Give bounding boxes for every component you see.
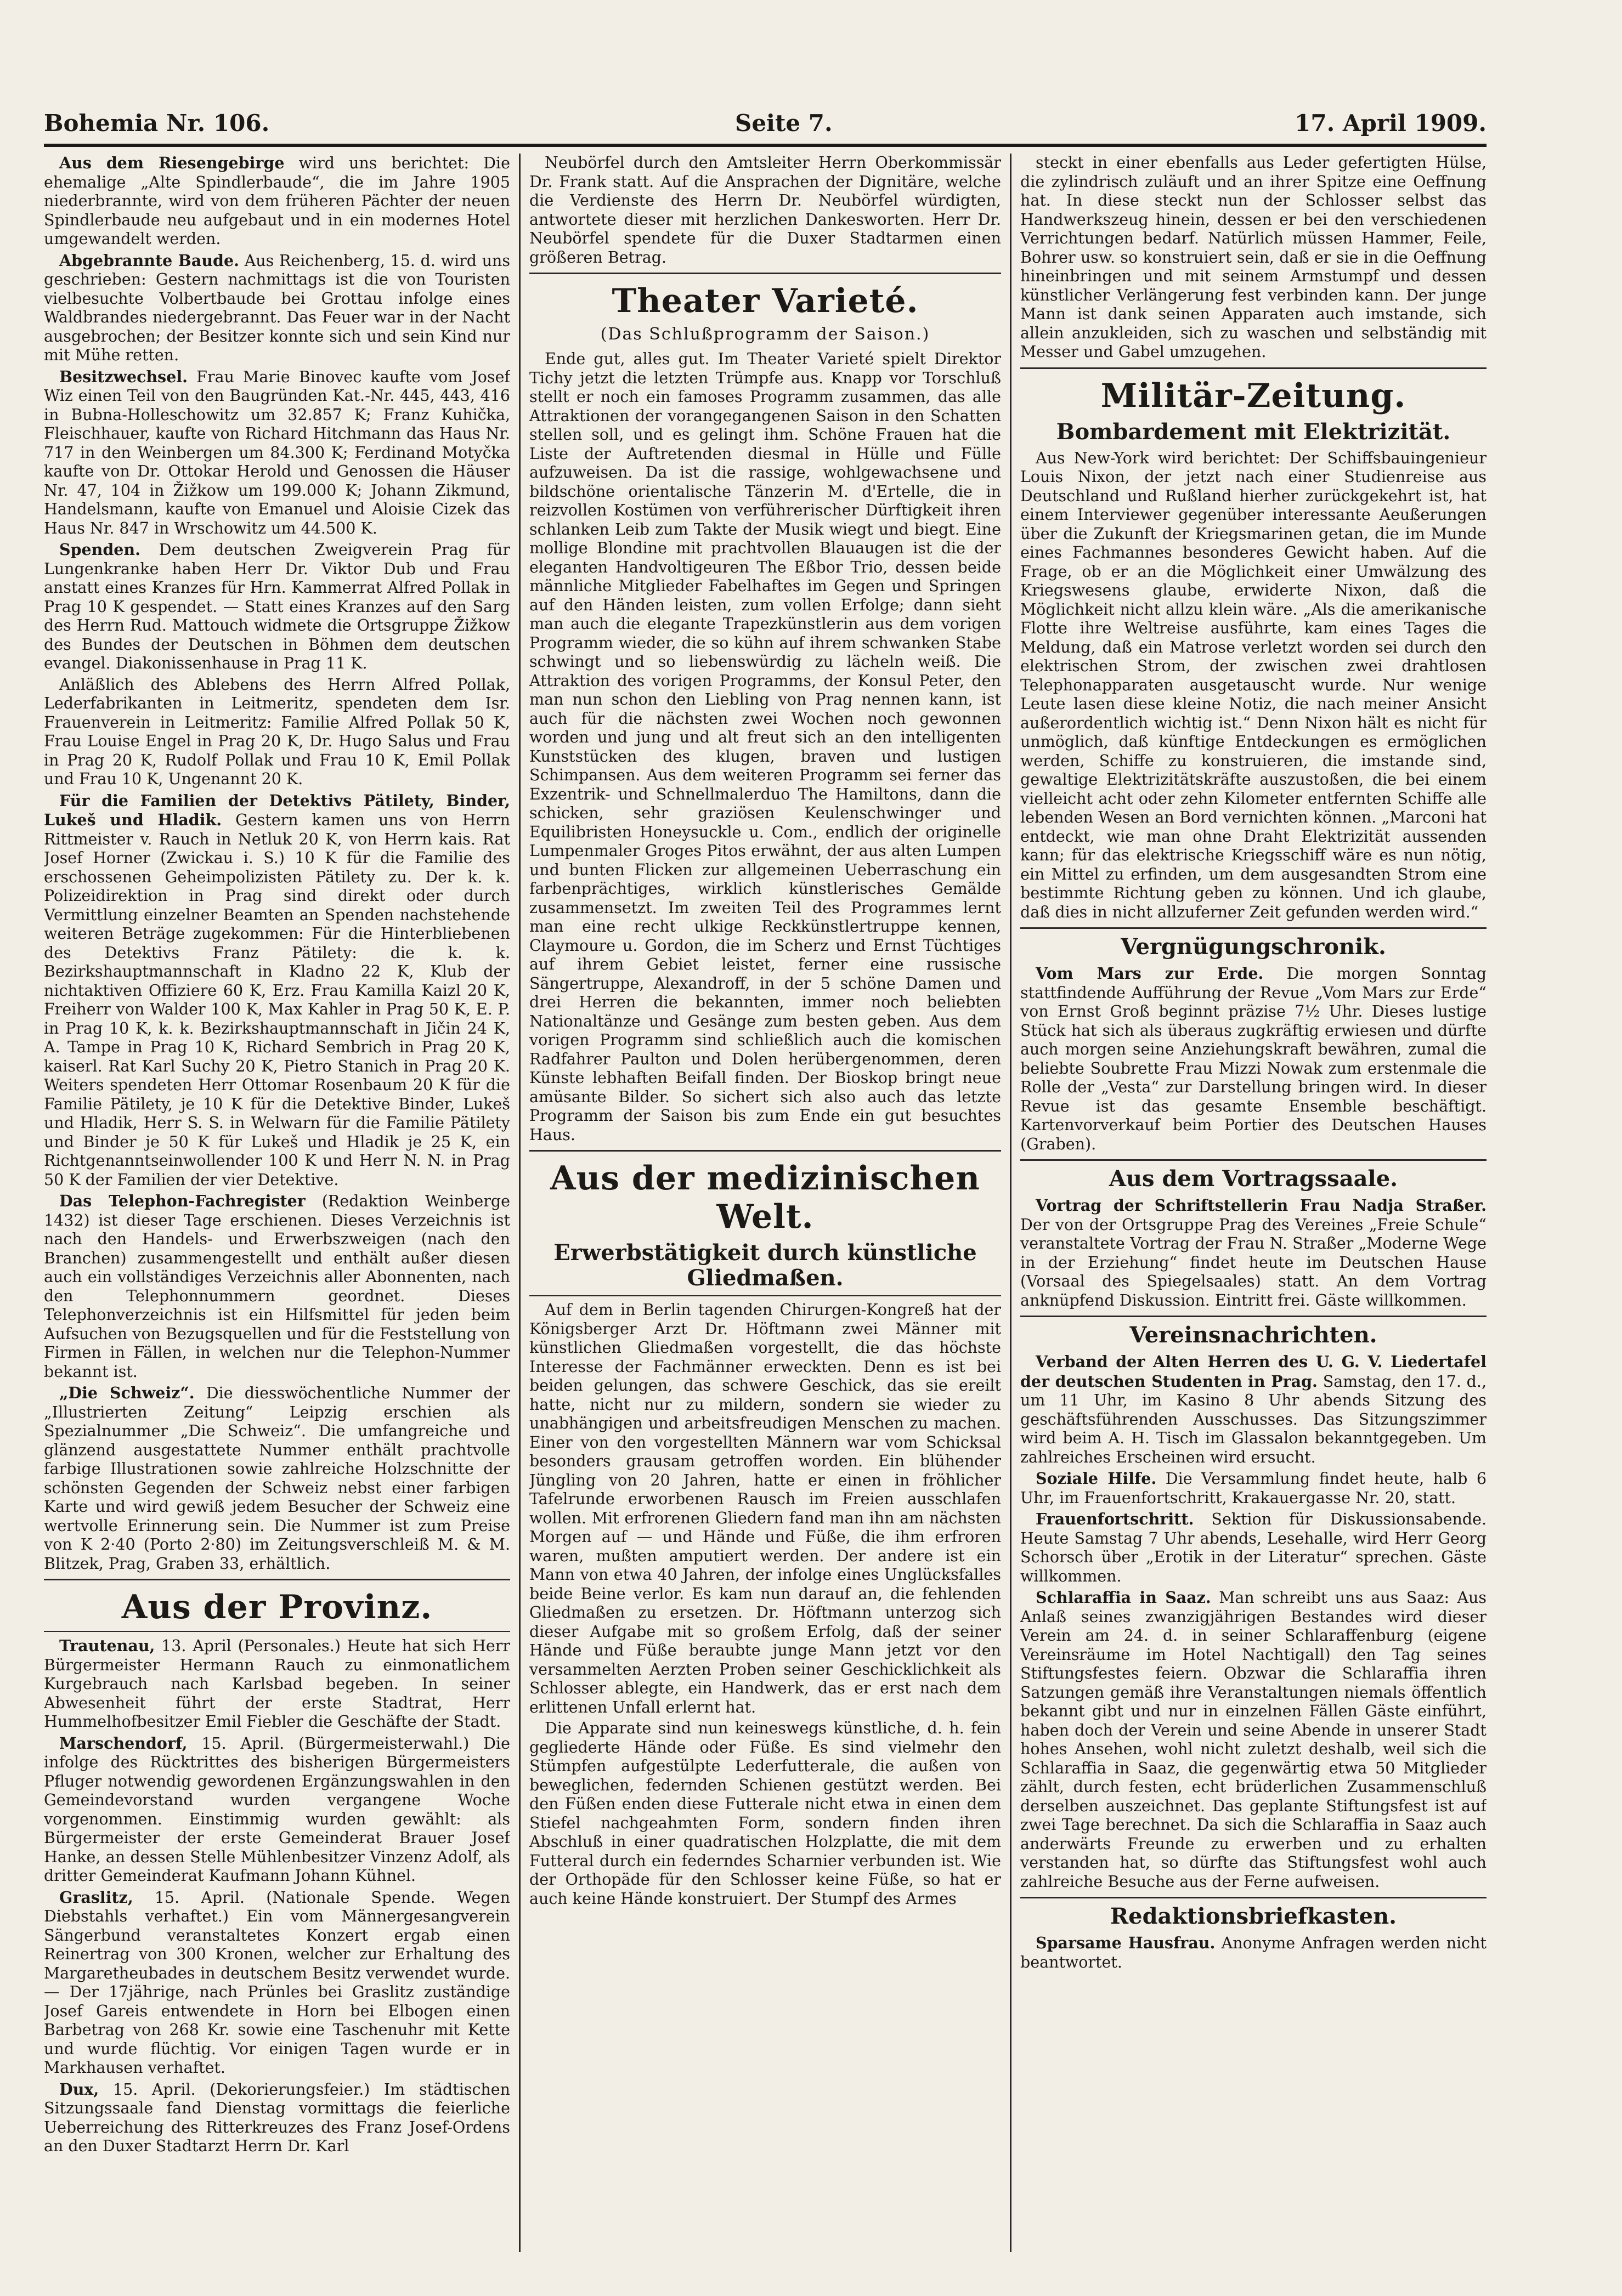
article-heading: Erwerbstätigkeit durch künstliche Gliedmaßen. — [553, 1240, 977, 1291]
section-heading-verein: Vereinsnachrichten. — [1129, 1322, 1377, 1348]
paragraph-lead: Soziale Hilfe. — [1036, 1469, 1157, 1488]
paragraph-text: Die morgen Sonntag stattfindende Aufführung der Revue „Vom Mars zur Erde“ von Ernst Groß beginnt präzise 7½ Uhr. Dieses lustige Stück hat sich als überaus zugkräftig erwiesen und dürfte auch morgen seine Anziehungskraft bewähren, zumal die beliebte Soubrette Frau Mizzi Nowak zum erstenmale die Rolle der „Vesta“ zur Darstellung bringen wird. In dieser Revue ist das gesamte Ensemble beschäftigt. Kartenvorverkauf beim Portier des Deutschen Hauses (Graben). — [1020, 965, 1487, 1153]
paragraph-lead: Spenden. — [59, 540, 141, 559]
section-rule — [1020, 927, 1487, 929]
section-heading-theater: Theater Varieté. — [612, 282, 919, 320]
paragraph — [44, 1636, 510, 1732]
letters-box — [1020, 1934, 1487, 1972]
continued-article — [1020, 154, 1487, 362]
paragraph-text: Frau Marie Binovec kaufte vom Josef Wiz einen Teil von den Baugründen Kat.-Nr. 445, 443, 416 in Bubna-Holleschowitz um 32.857 K; Franz Kuhička, Fleischhauer, kaufte von Richard Hitchmann das Haus Nr. 717 in den Weinbergen um 84.300 K; Ferdinand Motyčka kaufte von Dr. Ottokar Herold und Genossen die Häuser Nr. 47, 104 in Žižkow um 199.000 K; Johann Zikmund, Handelsmann, kaufte von Emanuel und Aloisie Cizek das Haus Nr. 847 in Wrschowitz um 44.500 K. — [44, 367, 510, 537]
paragraph-lead: Vortrag der Schriftstellerin Frau Nadja Straßer. — [1036, 1196, 1487, 1215]
medicine-article — [529, 1301, 1001, 1908]
section-subheading: (Das Schlußprogramm der Saison.) — [600, 325, 930, 344]
paragraph-lead: Verband der Alten Herren des U. G. V. Liedertafel der deutschen Studenten in Prag. — [1020, 1352, 1487, 1391]
column-2 — [529, 154, 1001, 2252]
paragraph-text: Neubörfel durch den Amtsleiter Herrn Oberkommissär Dr. Frank statt. Auf die Ansprachen der Dignitäre, welche die Verdienste des Herrn Dr. Neubörfel würdigten, antwortete dieser mit herzlichen Dankesworten. Herr Dr. Neubörfel spendete für die Duxer Stadtarmen einen größeren Betrag. — [529, 154, 1001, 267]
paragraph-text: steckt in einer ebenfalls aus Leder gefertigten Hülse, die zylindrisch zuläuft und an ihrer Spitze eine Oeffnung hat. In diese steckt nun der Schlosser selbst das Handwerkszeug hinein, dessen er bei den verschiedenen Verrichtungen bedarf. Natürlich müssen Hammer, Feile, Bohrer usw. so konstruiert sein, daß er sie in die Oeffnung hineinbringen und mit seinem Armstumpf und dessen künstlicher Verlängerung fest verbinden kann. Der junge Mann ist dank seinen Apparaten auch imstande, sich allein anzukleiden, sich zu waschen und selbständig mit Messer und Gabel umzugehen. — [1020, 154, 1487, 361]
column-divider — [519, 154, 521, 2252]
section-rule — [529, 273, 1001, 274]
paragraph-lead: Für die Familien der Detektivs Pätilety, Binder, Lukeš und Hladik. — [44, 791, 510, 829]
paragraph-text: Dem deutschen Zweigverein Prag für Lungenkranke haben Herr Dr. Viktor Dub und Frau anstatt eines Kranzes für Hrn. Kammerrat Alfred Pollak in Prag 10 K gespendet. — Statt eines Kranzes auf den Sarg des Herrn Rud. Mattouch widmete die Ortsgruppe Žižkow des Bundes der Deutschen in Böhmen dem deutschen evangel. Diakonissenhause in Prag 11 K. — [44, 541, 510, 672]
section-heading-vergnuegung: Vergnügungschronik. — [1121, 934, 1386, 960]
paragraph-lead: Graslitz, — [59, 1887, 133, 1907]
paragraph-lead: Schlaraffia in Saaz. — [1036, 1588, 1211, 1607]
paragraph — [44, 367, 510, 538]
paragraph-text: Auf dem in Berlin tagenden Chirurgen-Kongreß hat der Königsberger Arzt Dr. Höftmann zwei Männer mit künstlichen Gliedmaßen vorgestellt, die das höchste Interesse der Fachmänner erweckten. Denn es ist bei beiden gelungen, das schwere Geschick, das sie ereilt hatte, nicht nur zu mildern, sondern sie wieder zu unabhängigen und arbeitsfreudigen Menschen zu machen. Einer von den vorgestellten Männern war vom Schicksal besonders grausam getroffen worden. Ein blühender Jüngling von 20 Jahren, hatte er einen in fröhlicher Tafelrunde erworbenen Rausch im Freien ausschlafen wollen. Mit erfrorenen Gliedern fand man ihn am nächsten Morgen auf — und Hände und Füße, die ihm erfroren waren, mußten amputiert werden. Der andere ist ein Mann von etwa 40 Jahren, der infolge eines Unglücksfalles beide Beine verlor. Es kam nun darauf an, die fehlenden Gliedmaßen zu ersetzen. Dr. Höftmann unterzog sich dieser Aufgabe mit so großem Erfolg, daß der seiner Hände und Füße beraubte junge Mann jetzt vor den versammelten Aerzten Proben seiner Geschicklichkeit als Schlosser ablegte, ein Handwerk, das er erst nach dem erlittenen Unfall erlernt hat. — [529, 1301, 1001, 1716]
page-header — [44, 110, 1487, 143]
paragraph-text: Gestern kamen uns von Herrn Rittmeister v. Rauch in Netluk 20 K, von Herrn kais. Rat Josef Horner (Zwickau i. S.) 10 K für die Familie des erschossenen Geheimpolizisten Pätilety zu. Der k. k. Polizeidirektion in Prag sind direkt oder durch Vermittlung einzelner Beamten an Spenden nachstehende weiteren Beträge zugekommen: Für die Hinterbliebenen des Detektivs Franz Pätilety: die k. k. Bezirkshauptmannschaft in Kladno 22 K, Klub der nichtaktiven Offiziere 60 K, Erz. Frau Kamilla Kaizl 20 K, Freiherr von Walder 100 K, Max Kahler in Prag 50 K, E. P. in Prag 10 K, k. k. Bezirkshauptmannschaft in Jičin 24 K, A. Tampe in Prag 10 K, Richard Sembrich in Prag 20 K, kaiserl. Rat Karl Suchy 20 K, Pietro Stanich in Prag 20 K. Weiters spendeten Herr Ottomar Rosenbaum 20 K für die Familie Pätilety, je 10 K für die Detektive Binder, Lukeš und Hladik, Herr S. S. in Welwarn für die Familie Pätilety und Binder je 50 K für Lukeš und Hladik je 25 K, ein Richtgenanntseinwollender 100 K und Herr N. N. in Prag 50 K der Familien der vier Detektive. — [44, 811, 510, 1189]
paragraph — [1020, 154, 1487, 362]
page-number: Seite 7. — [735, 110, 833, 137]
section-heading-medizin: Aus der medizinischen Welt. — [550, 1159, 980, 1236]
paragraph-text: Die Versammlung findet heute, halb 6 Uhr, im Frauenfortschritt, Krakauergasse Nr. 20, statt. — [1020, 1470, 1487, 1507]
continued-article — [529, 154, 1001, 267]
paragraph — [1020, 1196, 1487, 1310]
paragraph — [1020, 1588, 1487, 1891]
paragraph — [1020, 964, 1487, 1154]
section-rule — [1020, 367, 1487, 369]
section-heading-militaer: Militär-Zeitung. — [1100, 376, 1406, 415]
paragraph-lead: Sparsame Hausfrau. — [1036, 1934, 1216, 1952]
section-rule — [44, 1579, 510, 1580]
theater-article — [529, 350, 1001, 1144]
paragraph — [44, 791, 510, 1190]
paragraph — [44, 251, 510, 365]
article-heading: Bombardement mit Elektrizität. — [1056, 418, 1451, 445]
paragraph-text: Die Apparate sind nun keineswegs künstliche, d. h. fein gegliederte Hände oder Füße. Es sind vielmehr den Stümpfen aufgestülpte Lederfutterale, die außen von beweglichen, federnden Schienen gestützt werden. Bei den Füßen enden diese Futterale nicht etwa in einen dem Stiefel nachgeahmten Form, sondern finden ihren Abschluß in einer quadratischen Holzplatte, die mit dem Futteral durch ein federndes Scharnier verbunden ist. Wie der Orthopäde für den Schlosser keine Füße, so hat er auch keine Hände konstruiert. Der Stumpf des Armes — [529, 1719, 1001, 1908]
section-rule — [1020, 1316, 1487, 1317]
paragraph — [44, 1888, 510, 2078]
section-rule — [44, 1631, 510, 1632]
paragraph — [44, 154, 510, 249]
club-news — [1020, 1352, 1487, 1891]
entertainment-news — [1020, 964, 1487, 1154]
paragraph — [44, 676, 510, 789]
paragraph-lead: Dux, — [59, 2079, 99, 2099]
paragraph-lead: Trautenau, — [59, 1636, 155, 1655]
paragraph-lead: „Die Schweiz“. — [59, 1384, 195, 1402]
paragraph — [529, 1301, 1001, 1717]
section-rule — [1020, 1159, 1487, 1161]
section-rule — [529, 1150, 1001, 1152]
paragraph — [44, 1192, 510, 1381]
column-divider — [1010, 154, 1011, 2252]
paragraph — [1020, 1510, 1487, 1586]
paragraph — [529, 1719, 1001, 1908]
section-rule — [529, 1295, 1001, 1296]
paragraph-text: 15. April. (Bürgermeisterwahl.) Die infolge des Rücktrittes des bisherigen Bürgermeisters Pfluger notwendig gewordenen Ergänzungswahlen in den Gemeindevorstand wurden vergangene Woche vorgenommen. Einstimmig wurden gewählt: als Bürgermeister der erste Gemeinderat Brauer Josef Hanke, an dessen Stelle Mühlenbesitzer Vinzenz Adolf, als dritter Gemeinderat Kaufmann Johann Kühnel. — [44, 1734, 510, 1885]
paragraph — [44, 1384, 510, 1573]
province-news — [44, 1636, 510, 2156]
lecture-news — [1020, 1196, 1487, 1310]
paragraph-lead: Frauenfortschritt. — [1036, 1510, 1194, 1528]
paragraph-lead: Besitzwechsel. — [59, 367, 188, 386]
paragraph-text: Samstag, den 17. d., um 11 Uhr, im Kasino 8 Uhr abends Sitzung des geschäftsführenden Ausschusses. Das Sitzungszimmer wird beim A. H. Tisch im Glassalon bekanntgegeben. Um zahlreiches Erscheinen wird ersucht. — [1020, 1372, 1487, 1466]
paragraph-text: wird uns berichtet: Die ehemalige „Alte Spindlerbaude“, die im Jahre 1905 niederbrannte, wird von dem früheren Pächter der neuen Spindlerbaude neu aufgebaut und in ein modernes Hotel umgewandelt werden. — [44, 154, 510, 248]
paragraph-text: 15. April. (Nationale Spende. Wegen Diebstahls verhaftet.) Ein vom Männergesangverein Sängerbund veranstaltetes Konzert ergab einen Reinertrag von 300 Kronen, welcher zur Erhaltung des Margaretheubades in deutschem Besitz verwendet wurde. — Der 17jährige, nach Prünles bei Graslitz zuständige Josef Gareis entwendete in Horn bei Elbogen einen Barbetrag von 268 Kr. sowie eine Taschenuhr mit Kette und wurde flüchtig. Vor einigen Tagen wurde er in Markhausen verhaftet. — [44, 1888, 510, 2077]
paragraph-text: Man schreibt uns aus Saaz: Aus Anlaß seines zwanzigjährigen Bestandes wird dieser Verein am 24. d. in seiner Schlaraffenburg (eigene Vereinsräume im Hotel Nachtigall) den Tag seines Stiftungsfestes feiern. Obzwar die Schlaraffia ihren Satzungen gemäß ihre Veranstaltungen niemals öffentlich bekannt gibt und nur in einzelnen Fällen Gäste einführt, haben doch der Verein und seine Abende in unserer Stadt hohes Ansehen, wohl nicht zuletzt deshalb, weil sich die Schlaraffia in Saaz, die gegenwärtig etwa 50 Mitglieder zählt, durch festen, echt brüderlichen Zusammenschluß derselben auszeichnet. Das geplante Stiftungsfest ist auf zwei Tage berechnet. Da sich die Schlaraffia in Saaz auch anderwärts Freunde zu erwerben und zu erhalten verstanden hat, so dürfte das Stiftungsfest wohl auch zahlreiche Besuche aus der Ferne aufweisen. — [1020, 1589, 1487, 1891]
paragraph-text: Sektion für Diskussionsabende. Heute Samstag 7 Uhr abends, Lesehalle, wird Herr Georg Schorsch über „Erotik in der Literatur“ sprechen. Gäste willkommen. — [1020, 1510, 1487, 1585]
column-1 — [44, 154, 510, 2252]
paragraph-text: Ende gut, alles gut. Im Theater Varieté spielt Direktor Tichy jetzt die letzten Trümpfe aus. Knapp vor Torschluß stellt er noch ein famoses Programm zusammen, das alle Attraktionen der vorangegangenen Saison in den Schatten stellen soll, und es gelingt ihm. Schöne Frauen hat die Liste der Auftretenden diesmal in Hülle und Fülle aufzuweisen. Da ist die rassige, wohlgewachsene und bildschöne orientalische Tänzerin M. d'Ertelle, die in reizvollen Kostümen von verführerischer Dürftigkeit ihren schlanken Leib zum Takte der Musik wiegt und biegt. Eine mollige Blondine mit prachtvollen Blauaugen ist die der eleganten Handvoltigeuren The Eßbor Trio, dessen beide männliche Mitglieder Fabelhaftes im Gegen und Springen auf den Händen leisten, zum vollen Erfolge; dann sieht man auch die elegante Trapezkünstlerin aus dem vorigen Programm wieder, die so kühn auf ihrem schwanken Stabe schwingt und so liebenswürdig zu lächeln weiß. Die Attraktion des vorigen Programms, der Konsul Peter, den man nun schon den Liebling von Prag nennen kann, ist auch für die nächsten zwei Wochen noch gewonnen worden und jung und alt freut sich an den intelligenten Kunststücken des klugen, braven und lustigen Schimpansen. Aus dem weiteren Programm sei ferner das Exzentrik- und Schnellmalerduo The Hamiltons, dann die schicken, sehr graziösen Keulenschwinger und Equilibristen Honeysuckle u. Com., endlich der originelle Lumpenmaler Groges Pitos erwähnt, der aus alten Lumpen und bunten Flicken zur allgemeinen Ueberraschung ein farbenprächtiges, wirklich künstlerisches Gemälde zusammensetzt. Im zweiten Teil des Programmes lernt man eine recht ulkige Reckkünstlertruppe kennen, Claymoure u. Gordon, die im Scherz und Ernst Tüchtiges auf ihrem Gebiet leistet, ferner eine russische Sängertruppe, Alexandroff, in der 5 schöne Damen und drei Herren die bekannten, immer noch beliebten Nationaltänze und Gesänge zum besten geben. Aus dem vorigen Programm sind schließlich auch die komischen Radfahrer Paulton und Dolen herübergenommen, deren Künste lebhaften Beifall finden. Der Bioskop bringt neue amüsante Bilder. So sichert sich also auch das letzte Programm der Saison bis zum Ende ein gut besuchtes Haus. — [529, 350, 1001, 1144]
paragraph — [1020, 449, 1487, 922]
paragraph-lead: Marschendorf, — [59, 1733, 188, 1753]
paragraph-lead: Vom Mars zur Erde. — [1036, 964, 1264, 983]
paragraph-text: 15. April. (Dekorierungsfeier.) Im städtischen Sitzungssaale fand Dienstag vormittags die feierliche Ueberreichung des Ritterkreuzes des Franz Josef-Ordens an den Duxer Stadtarzt Herrn Dr. Karl — [44, 2080, 510, 2155]
paragraph — [1020, 1352, 1487, 1467]
paragraph-lead: Abgebrannte Baude. — [59, 251, 240, 270]
paragraph — [44, 540, 510, 673]
paragraph — [529, 154, 1001, 267]
paragraph-text: Die diesswöchentliche Nummer der „Illustrierten Zeitung“ Leipzig erschien als Spezialnummer „Die Schweiz“. Die umfangreiche und glänzend ausgestattete Nummer enthält prachtvolle farbige Illustrationen sowie zahlreiche Holzschnitte der schönsten Gegenden der Schweiz nebst einer farbigen Karte und wird gewiß jedem Besucher der Schweiz eine wertvolle Erinnerung sein. Die Nummer ist zum Preise von K 2·40 (Porto 2·80) im Zeitungsverschleiß M. & M. Blitzek, Prag, Graben 33, erhältlich. — [44, 1384, 510, 1573]
paragraph — [44, 1734, 510, 1886]
column-3 — [1020, 154, 1487, 2252]
paragraph — [529, 350, 1001, 1144]
paragraph-text: (Redaktion Weinberge 1432) ist dieser Tage erschienen. Dieses Verzeichnis ist nach den Handels- und Erwerbszweigen (nach den Branchen) zusammengestellt und enthält außer diesen auch ein vollständiges Verzeichnis aller Abonnenten, nach den Telephonnummern geordnet. Dieses Telephonverzeichnis ist ein Hilfsmittel für jeden beim Aufsuchen von Bezugsquellen und für die Feststellung von Firmen in Fällen, in welchen nur die Telephon-Nummer bekannt ist. — [44, 1192, 510, 1381]
paragraph-text: Anonyme Anfragen werden nicht beantwortet. — [1020, 1934, 1487, 1971]
section-rule — [1020, 1897, 1487, 1898]
paragraph-text: Aus New-York wird berichtet: Der Schiffsbauingenieur Louis Nixon, der jetzt nach einer Studienreise aus Deutschland und Rußland hierher zurückgekehrt ist, hat einem Interviewer gegenüber interessante Aeußerungen über die Zukunft der Kriegsmarinen getan, die im Munde eines Fachmannes besonderes Gewicht haben. Auf die Frage, ob er an die Möglichkeit einer Umwälzung des Kriegswesens glaube, erwiderte Nixon, daß die Möglichkeit nicht allzu klein wäre. „Als die amerikanische Flotte ihre Weltreise ausführte, kam eines Tages die Meldung, daß ein Matrose verletzt worden sei durch den elektrischen Strom, der zwischen zwei drahtlosen Telephonapparaten ausgetauscht wurde. Nur wenige Leute lasen diese kleine Notiz, die nach meiner Ansicht außerordentlich wichtig ist.“ Denn Nixon hält es nicht für unmöglich, daß künftige Entdeckungen es ermöglichen werden, Schiffe zu konstruieren, die imstande sind, gewaltige Elektrizitätskräfte auszustoßen, die bei einem vielleicht acht oder zehn Kilometer entfernten Schiffe alle lebenden Wesen an Bord vernichten können. „Marconi hat entdeckt, wie man ohne Draht Elektrizität aussenden kann; für das elektrische Kriegsschiff wäre es nun nötig, ein Mittel zu erfinden, um dem ausgesandten Strom eine bestimmte Richtung geben zu können. Und ich glaube, daß dies in nicht allzuferner Zeit gefunden werden wird.“ — [1020, 449, 1487, 921]
section-heading-vortrag: Aus dem Vortragssaale. — [1109, 1166, 1398, 1192]
issue-number: Bohemia Nr. 106. — [44, 110, 270, 137]
paragraph-lead: Aus dem Riesengebirge — [59, 154, 285, 172]
paragraph — [44, 2080, 510, 2156]
paragraph-text: Der von der Ortsgruppe Prag des Vereines „Freie Schule“ veranstaltete Vortrag der Frau N. Straßer „Moderne Wege in der Erziehung“ findet heute im Deutschen Hause (Vorsaal des Spiegelsaales) statt. An dem Vortrag anknüpfend Diskussion. Eintritt frei. Gäste willkommen. — [1020, 1215, 1487, 1309]
paragraph-text: Anläßlich des Ablebens des Herrn Alfred Pollak, Lederfabrikanten in Leitmeritz, spendeten dem Isr. Frauenverein in Leitmeritz: Familie Alfred Pollak 50 K, Frau Louise Engel in Prag 20 K, Dr. Hugo Salus und Frau in Prag 20 K, Rudolf Pollak und Frau 10 K, Emil Pollak und Frau 10 K, Ungenannt 20 K. — [44, 675, 510, 788]
paragraph-lead: Das Telephon-Fachregister — [59, 1192, 306, 1210]
section-heading-provinz: Aus der Provinz. — [121, 1588, 433, 1626]
section-heading-briefkasten: Redaktionsbriefkasten. — [1110, 1903, 1397, 1929]
paragraph — [1020, 1934, 1487, 1972]
issue-date: 17. April 1909. — [1295, 110, 1487, 137]
paragraph — [1020, 1469, 1487, 1507]
paragraph-text: Aus Reichenberg, 15. d. wird uns geschrieben: Gestern nachmittags ist die von Touristen vielbesuchte Volbertbaude bei Grottau infolge eines Waldbrandes niedergebrannt. Das Feuer war in der Nacht ausgebrochen; der Besitzer konnte sich und sein Kind nur mit Mühe retten. — [44, 251, 510, 364]
military-article — [1020, 449, 1487, 922]
header-rule — [44, 144, 1487, 147]
paragraph-text: 13. April (Personales.) Heute hat sich Herr Bürgermeister Hermann Rauch zu einmonatlichem Kurgebrauch nach Karlsbad begeben. In seiner Abwesenheit führt der erste Stadtrat, Herr Hummelhofbesitzer Emil Fiebler die Geschäfte der Stadt. — [44, 1637, 510, 1731]
local-news — [44, 154, 510, 1573]
